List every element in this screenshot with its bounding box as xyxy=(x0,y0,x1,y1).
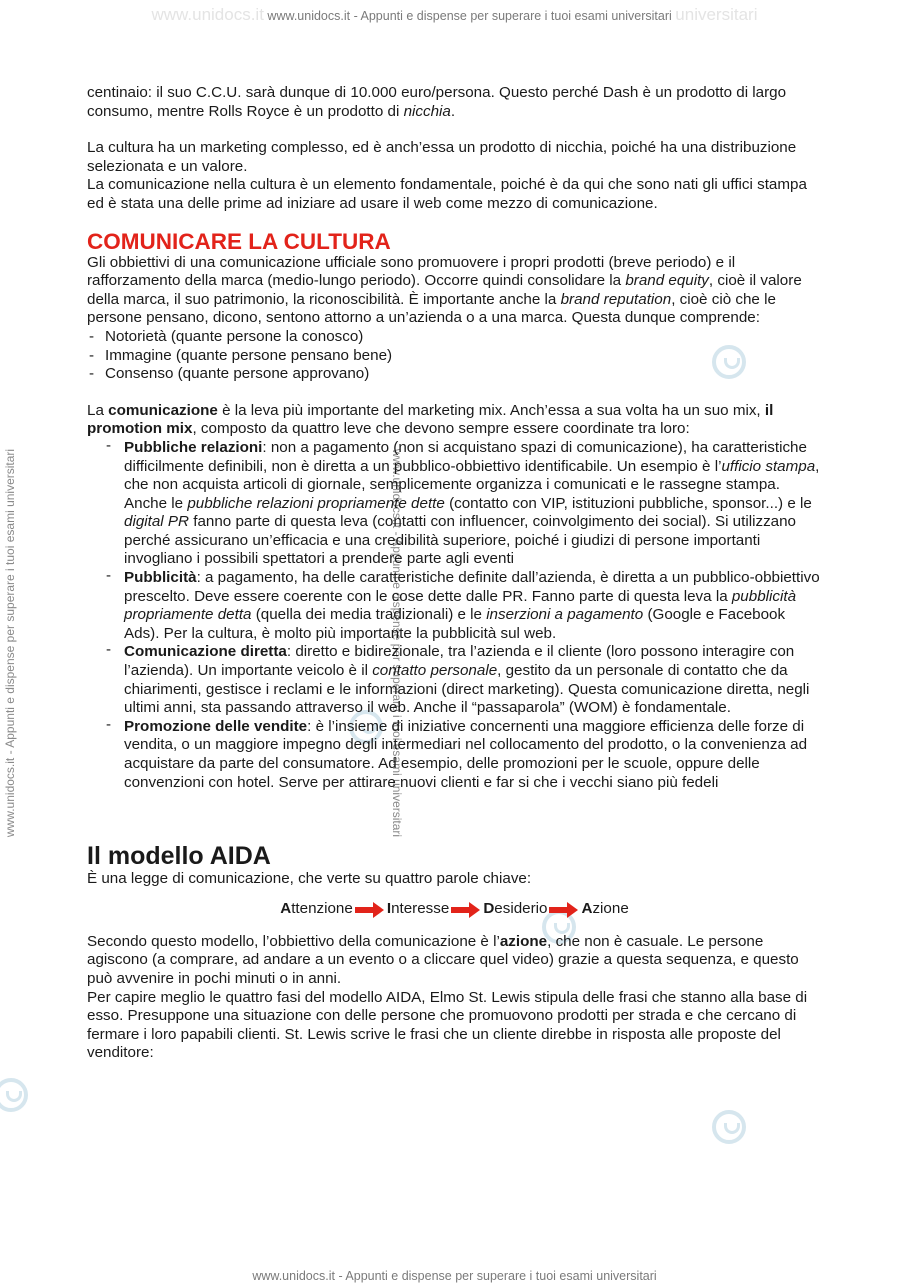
promotion-mix-list xyxy=(87,439,822,792)
watermark-left: www.unidocs.it - Appunti e dispense per superare i tuoi esami universitari xyxy=(3,448,17,838)
aida-sequence xyxy=(87,899,822,921)
watermark-bottom: www.unidocs.it - Appunti e dispense per superare i tuoi esami universitari xyxy=(252,1269,657,1283)
watermark-right: www.unidocs.it - Appunti e dispense per superare i tuoi esami universitari xyxy=(390,448,404,838)
aida-intro: È una legge di comunicazione, che verte su quattro parole chiave: xyxy=(87,870,532,888)
section-heading-aida: Il modello AIDA xyxy=(87,842,271,871)
list-item: - Immagine (quante persone pensano bene) xyxy=(87,347,822,366)
aida-paragraph-1: Secondo questo modello, l’obbiettivo della comunicazione è l’azione, che non è casuale. Le persone agiscono (a comprare, ad andare a un evento o a cliccare quel video) grazie a questa sequenza, e questo può avvenire in pochi minuti o in anni. xyxy=(87,932,799,987)
aida-step-attenzione: Attenzione xyxy=(280,900,353,918)
arrow-right-icon xyxy=(451,901,481,919)
list-item: - Notorietà (quante persone la conosco) xyxy=(87,328,822,347)
list-item-promozione-vendite: - Promozione delle vendite: è l’insieme di iniziative concernenti una maggiore efficienza delle forze di vendita, o un maggiore impegno degli intermediari nel collocamento del prodotto, o la convenienza ad acquistare da parte del consumatore. Ad esempio, delle promozioni per le scuole, oppure delle convenzioni con hotel. Serve per attirare nuovi clienti e far si che i vecchi siano più fedeli xyxy=(87,718,822,792)
list-item-pubblicita: - Pubblicità: a pagamento, ha delle caratteristiche definite dall’azienda, è diretta a un pubblico-obbiettivo prescelto. Deve essere coerente con le cose dette dalle PR. Fanno parte di questa leva la pubblicità propriamente detta (quella dei media tradizionali) e le inserzioni a pagamento (Google e Facebook Ads). Per la cultura, è molto più importante la pubblicità sul web. xyxy=(87,569,822,643)
intro-paragraph-3: La comunicazione nella cultura è un elemento fondamentale, poiché è da qui che sono nati gli uffici stampa ed è stata una delle prime ad iniziare ad usare il web come mezzo di comunicazione. xyxy=(87,176,807,212)
aida-step-interesse: Interesse xyxy=(386,900,450,918)
list-item-pubbliche-relazioni: - Pubbliche relazioni: non a pagamento (non si acquistano spazi di comunicazione), ha caratteristiche difficilmente definibili, non è diretta a un pubblico-obbiettivo identificabile. Un esempio è l’ufficio stampa, che non acquista articoli di giornale, semplicemente organizza i comunicati e le rassegne stampa. Anche le pubbliche relazioni propriamente dette (contatto con VIP, istituzioni pubbliche, sponsor...) e le digital PR fanno parte di questa leva (contatti con influencer, coinvolgimento dei social). Si utilizzano perché assicurano un’efficacia e una credibilità superiore, poiché i giudizi di persone importanti invogliano i possibili spettatori a prendere parte agli eventi xyxy=(87,439,822,569)
aida-step-azione: Azione xyxy=(581,900,629,918)
brand-reputation-list xyxy=(87,328,822,384)
watermark-ghost-left: www.unidocs.it xyxy=(151,5,264,24)
intro-paragraph-1: centinaio: il suo C.C.U. sarà dunque di 10.000 euro/persona. Questo perché Dash è un prodotto di largo consumo, mentre Rolls Royce è un prodotto di nicchia. xyxy=(87,84,787,120)
culture-paragraph-2: La comunicazione è la leva più importante del marketing mix. Anch’essa a sua volta ha un suo mix, il promotion mix, composto da quattro leve che devono sempre essere coordinate tra loro: xyxy=(87,401,774,438)
arrow-right-icon xyxy=(549,901,579,919)
watermark-ghost-right: universitari xyxy=(675,5,758,24)
list-item: - Consenso (quante persone approvano) xyxy=(87,365,822,384)
section-heading-culture: COMUNICARE LA CULTURA xyxy=(87,228,391,254)
watermark-top xyxy=(0,5,909,25)
intro-paragraph-2: La cultura ha un marketing complesso, ed è anch’essa un prodotto di nicchia, poiché ha una distribuzione selezionata e un valore. xyxy=(87,139,797,175)
arrow-right-icon xyxy=(355,901,385,919)
culture-paragraph-1: Gli obbiettivi di una comunicazione ufficiale sono promuovere i propri prodotti (breve periodo) e il rafforzamento della marca (medio-lungo periodo). Occorre quindi consolidare la brand equity, cioè il valore della marca, il suo patrimonio, la riconoscibilità. È importante anche la brand reputation, cioè ciò che le persone pensano, dicono, sentono attorno a un’azienda o a una marca. Questa dunque comprende: xyxy=(87,253,802,327)
aida-step-desiderio: Desiderio xyxy=(483,900,548,918)
document-page xyxy=(87,84,822,1063)
unidocs-logo-icon xyxy=(712,1110,746,1144)
list-item-comunicazione-diretta: - Comunicazione diretta: diretto e bidirezionale, tra l’azienda e il cliente (loro possono interagire con l’azienda). Un importante veicolo è il contatto personale, gestito da un personale di contatto che da chiarimenti, gestisce i reclami e le informazioni (direct marketing). Questa comunicazione diretta, negli ultimi anni, sta passando attraverso il web. Anche il “passaparola” (WOM) è fondamentale. xyxy=(87,643,822,717)
aida-paragraph-2: Per capire meglio le quattro fasi del modello AIDA, Elmo St. Lewis stipula delle frasi che stanno alla base di esso. Presuppone una situazione con delle persone che promuovono prodotti per strada e che cercano di fermare i loro papabili clienti. St. Lewis scrive le frasi che un cliente direbbe in risposta alle proposte del venditore: xyxy=(87,988,808,1062)
unidocs-logo-icon xyxy=(0,1078,28,1112)
watermark-top-text: www.unidocs.it - Appunti e dispense per superare i tuoi esami universitari xyxy=(267,9,672,23)
